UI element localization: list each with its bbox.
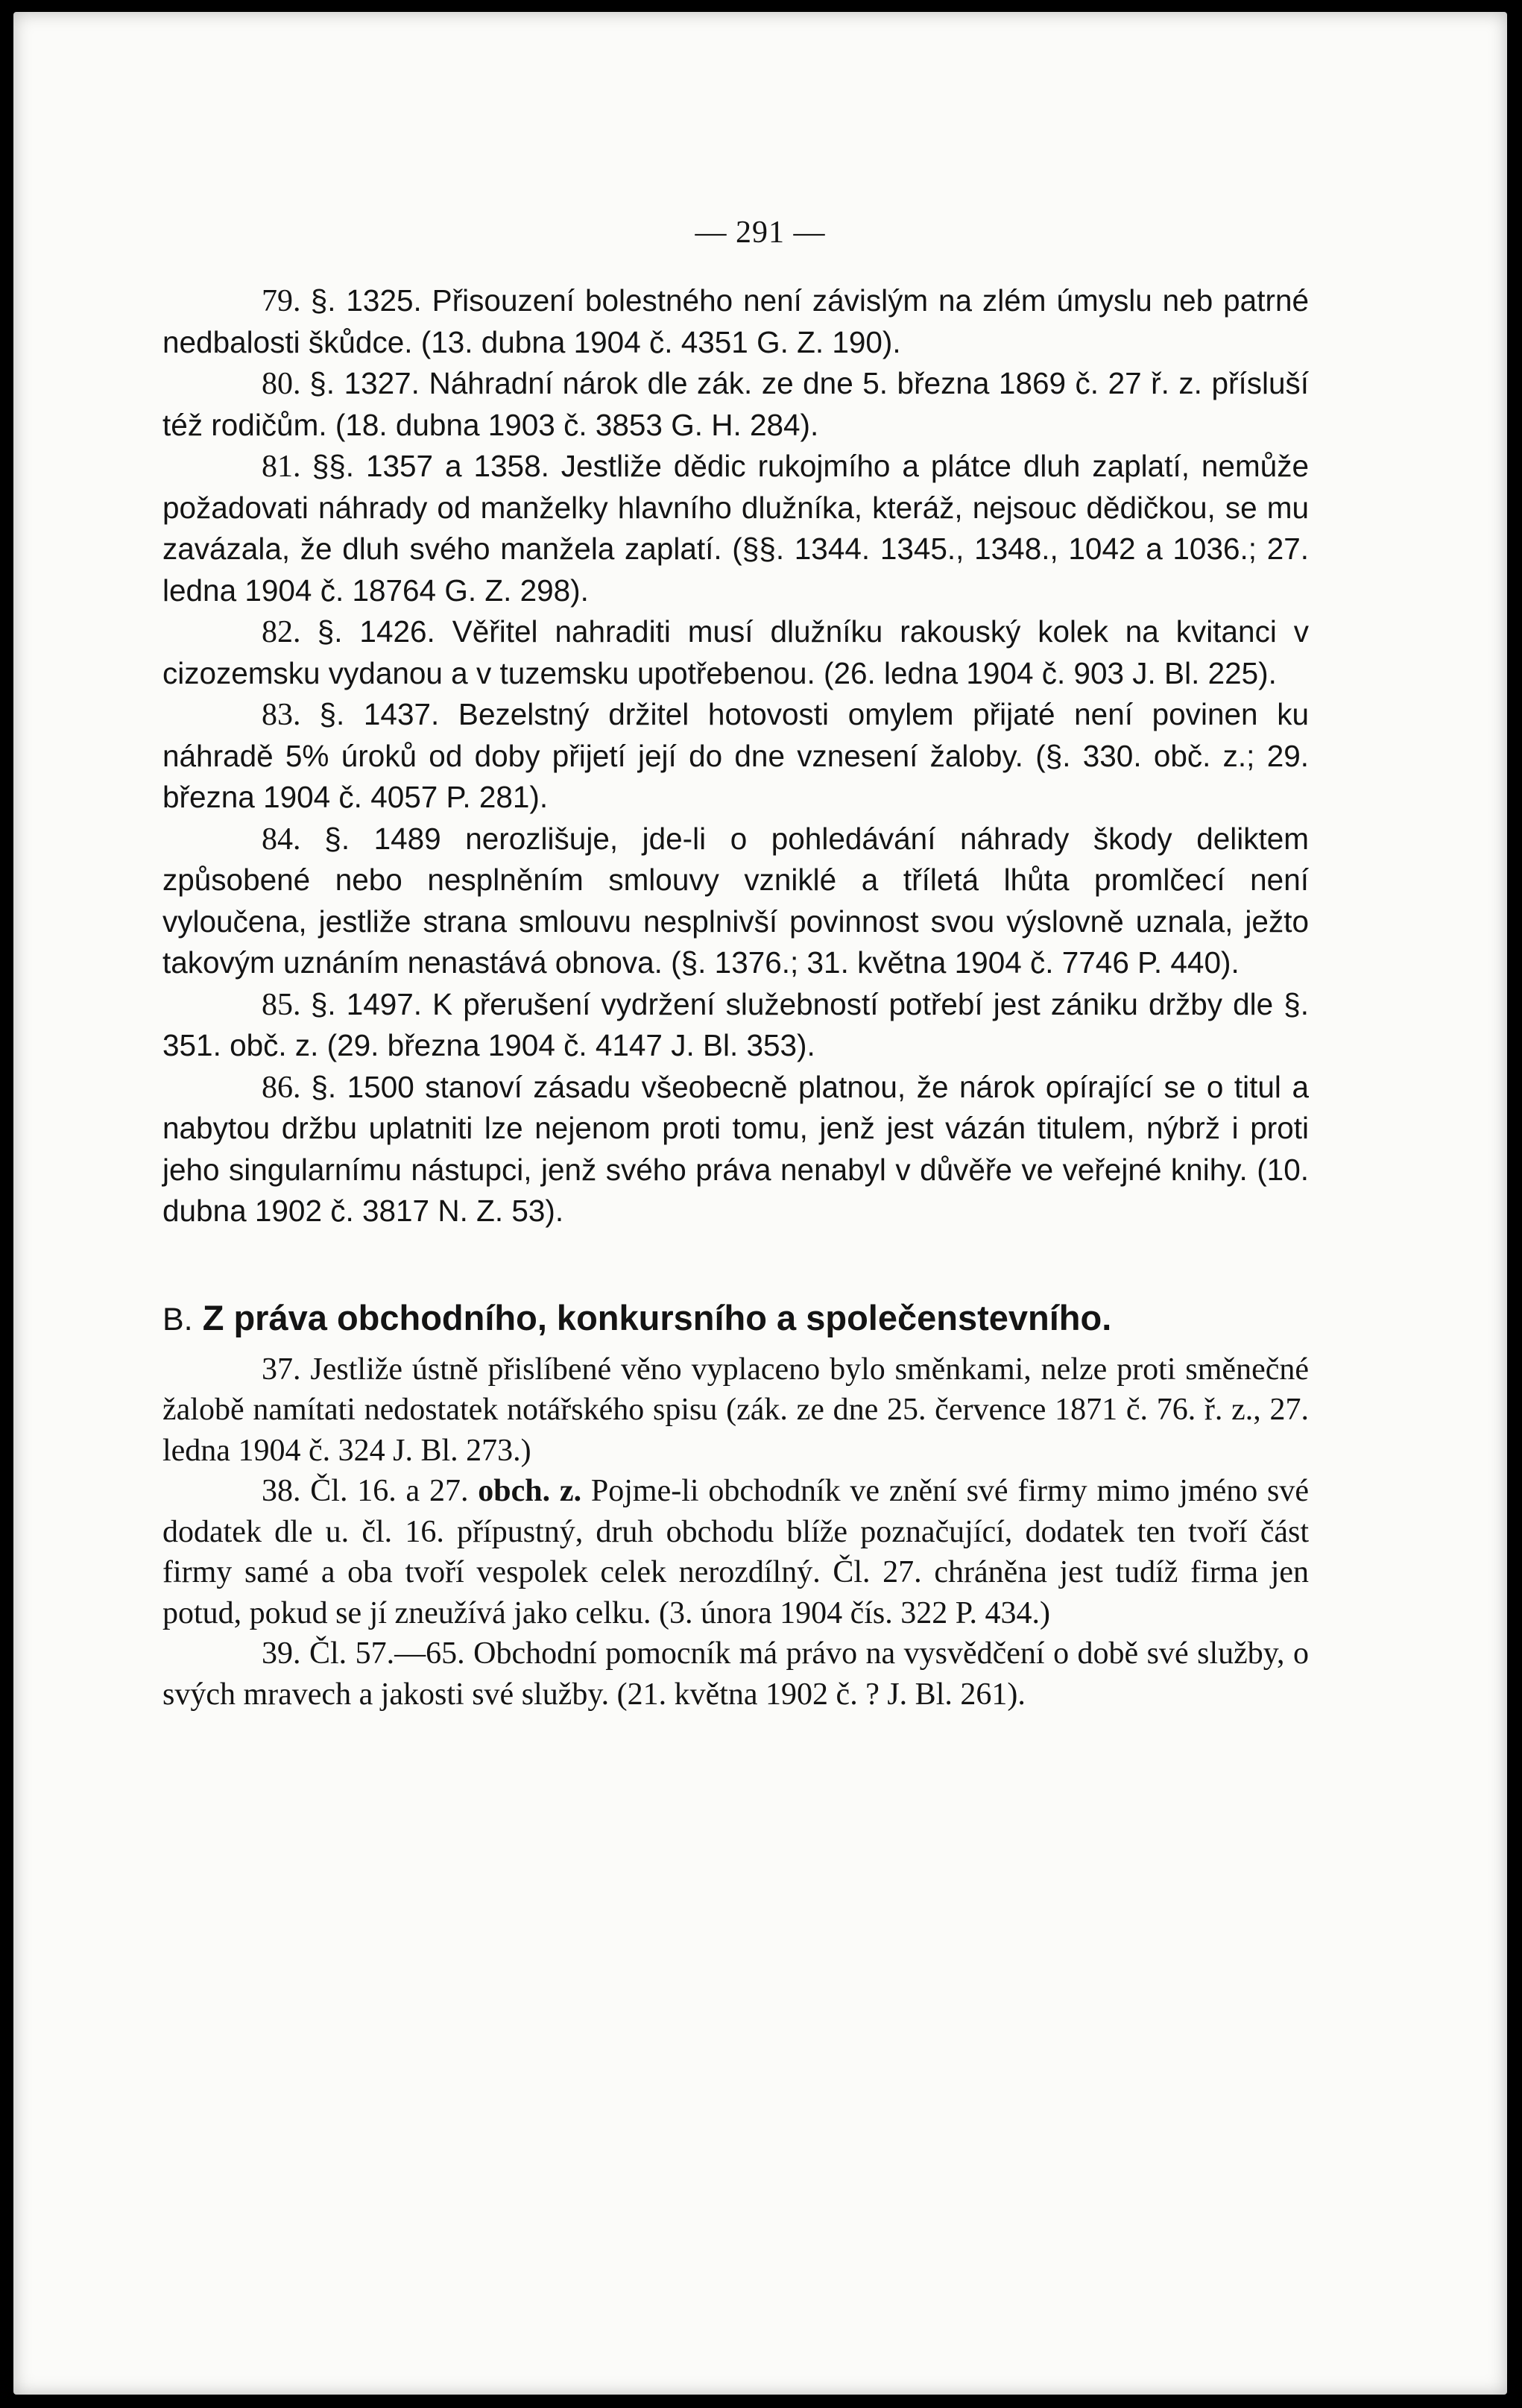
- entry-number: 84.: [262, 822, 325, 857]
- text-block: [162, 280, 1309, 1715]
- entry-text: §. 1325. Přisouzení bolestného není závislým na zlém úmyslu neb patrné nedbalosti škůdce. (13. dubna 1904 č. 4351 G. Z. 190).: [162, 283, 1309, 359]
- entry-text: §. 1489 nerozlišuje, jde-li o pohledávání náhrady škody deliktem způsobené nebo nesplněním smlouvy vzniklé a tříletá lhůta promlčecí není vyloučena, jestliže strana smlouvu nesplnivší povinnost svou výslovně uznala, ježto takovým uznáním nenastává obnova. (§. 1376.; 31. května 1904 č. 7746 P. 440).: [162, 821, 1310, 980]
- entry-number: 37.: [262, 1352, 311, 1387]
- entry-text-bold: obch. z.: [478, 1474, 582, 1508]
- entry-85: [162, 984, 1309, 1067]
- entry-text-pre: Čl. 16. a 27.: [310, 1474, 479, 1508]
- entry-text: §. 1327. Náhradní nárok dle zák. ze dne 5. března 1869 č. 27 ř. z. přísluší též rodičům. (18. dubna 1903 č. 3853 G. H. 284).: [162, 366, 1310, 442]
- entry-37: [162, 1349, 1309, 1472]
- section-heading: [162, 1296, 1309, 1342]
- entry-text: §. 1426. Věřitel nahraditi musí dlužníku rakouský kolek na kvitanci v cizozemsku vydanou a v tuzemsku upotřebenou. (26. ledna 1904 č. 903 J. Bl. 225).: [162, 614, 1310, 690]
- entry-39: [162, 1633, 1309, 1715]
- entry-38: [162, 1471, 1309, 1633]
- entry-number: 80.: [262, 367, 310, 401]
- entry-text: §§. 1357 a 1358. Jestliže dědic rukojmího a plátce dluh zaplatí, nemůže požadovati náhrady od manželky hlavního dlužníka, kteráž, nejsouc dědičkou, se mu zavázala, že dluh svého manžela zaplatí. (§§. 1344. 1345., 1348., 1042 a 1036.; 27. ledna 1904 č. 18764 G. Z. 298).: [162, 449, 1309, 608]
- page-number: — 291 —: [695, 215, 826, 250]
- entry-number: 38.: [262, 1474, 311, 1508]
- section-title: Z práva obchodního, konkursního a společenstevního.: [202, 1297, 1112, 1337]
- entry-86: [162, 1067, 1309, 1232]
- entry-number: 85.: [262, 987, 311, 1022]
- entry-number: 82.: [262, 615, 318, 649]
- entry-83: [162, 694, 1309, 819]
- entry-number: 86.: [262, 1070, 312, 1105]
- entry-text: §. 1437. Bezelstný držitel hotovosti omylem přijaté není povinen ku náhradě 5% úroků od doby přijetí její do dne vznesení žaloby. (§. 330. obč. z.; 29. března 1904 č. 4057 P. 281).: [162, 697, 1309, 814]
- entry-84: [162, 819, 1309, 984]
- section-letter: B.: [162, 1301, 193, 1337]
- entry-number: 39.: [262, 1636, 309, 1671]
- entry-number: 81.: [262, 450, 312, 484]
- entry-text: Jestliže ústně přislíbené věno vyplaceno bylo směnkami, nelze proti směnečné žalobě namítati nedostatek notářského spisu (zák. ze dne 25. července 1871 č. 76. ř. z., 27. ledna 1904 č. 324 J. Bl. 273.): [162, 1352, 1309, 1468]
- entry-text: §. 1497. K přerušení vydržení služebností potřebí jest zániku držby dle §. 351. obč. z. (29. března 1904 č. 4147 J. Bl. 353).: [162, 986, 1310, 1062]
- entry-82: [162, 611, 1309, 694]
- entry-number: 83.: [262, 698, 320, 732]
- document-page: [13, 12, 1507, 2395]
- entry-80: [162, 363, 1309, 446]
- entry-text: §. 1500 stanoví zásadu všeobecně platnou, že nárok opírající se o titul a nabytou držbu uplatniti lze nejenom proti tomu, jenž jest vázán titulem, nýbrž i proti jeho singularnímu nástupci, jenž svého práva nenabyl v důvěře ve veřejné knihy. (10. dubna 1902 č. 3817 N. Z. 53).: [162, 1069, 1310, 1228]
- entry-79: [162, 280, 1309, 363]
- entry-number: 79.: [262, 284, 311, 318]
- entry-81: [162, 446, 1309, 611]
- entry-text: Čl. 57.—65. Obchodní pomocník má právo na vysvědčení o době své služby, o svých mravech a jakosti své služby. (21. května 1902 č. ? J. Bl. 261).: [162, 1636, 1310, 1712]
- entry-text-post: Pojme-li obchodník ve znění své firmy mimo jméno své dodatek dle u. čl. 16. přípustný, druh obchodu blíže poznačující, dodatek ten tvoří část firmy samé a oba tvoří vespolek celek nerozdílný. Čl. 27. chráněna jest tudíž firma jen potud, pokud se jí zneužívá jako celku. (3. února 1904 čís. 322 P. 434.): [162, 1474, 1310, 1630]
